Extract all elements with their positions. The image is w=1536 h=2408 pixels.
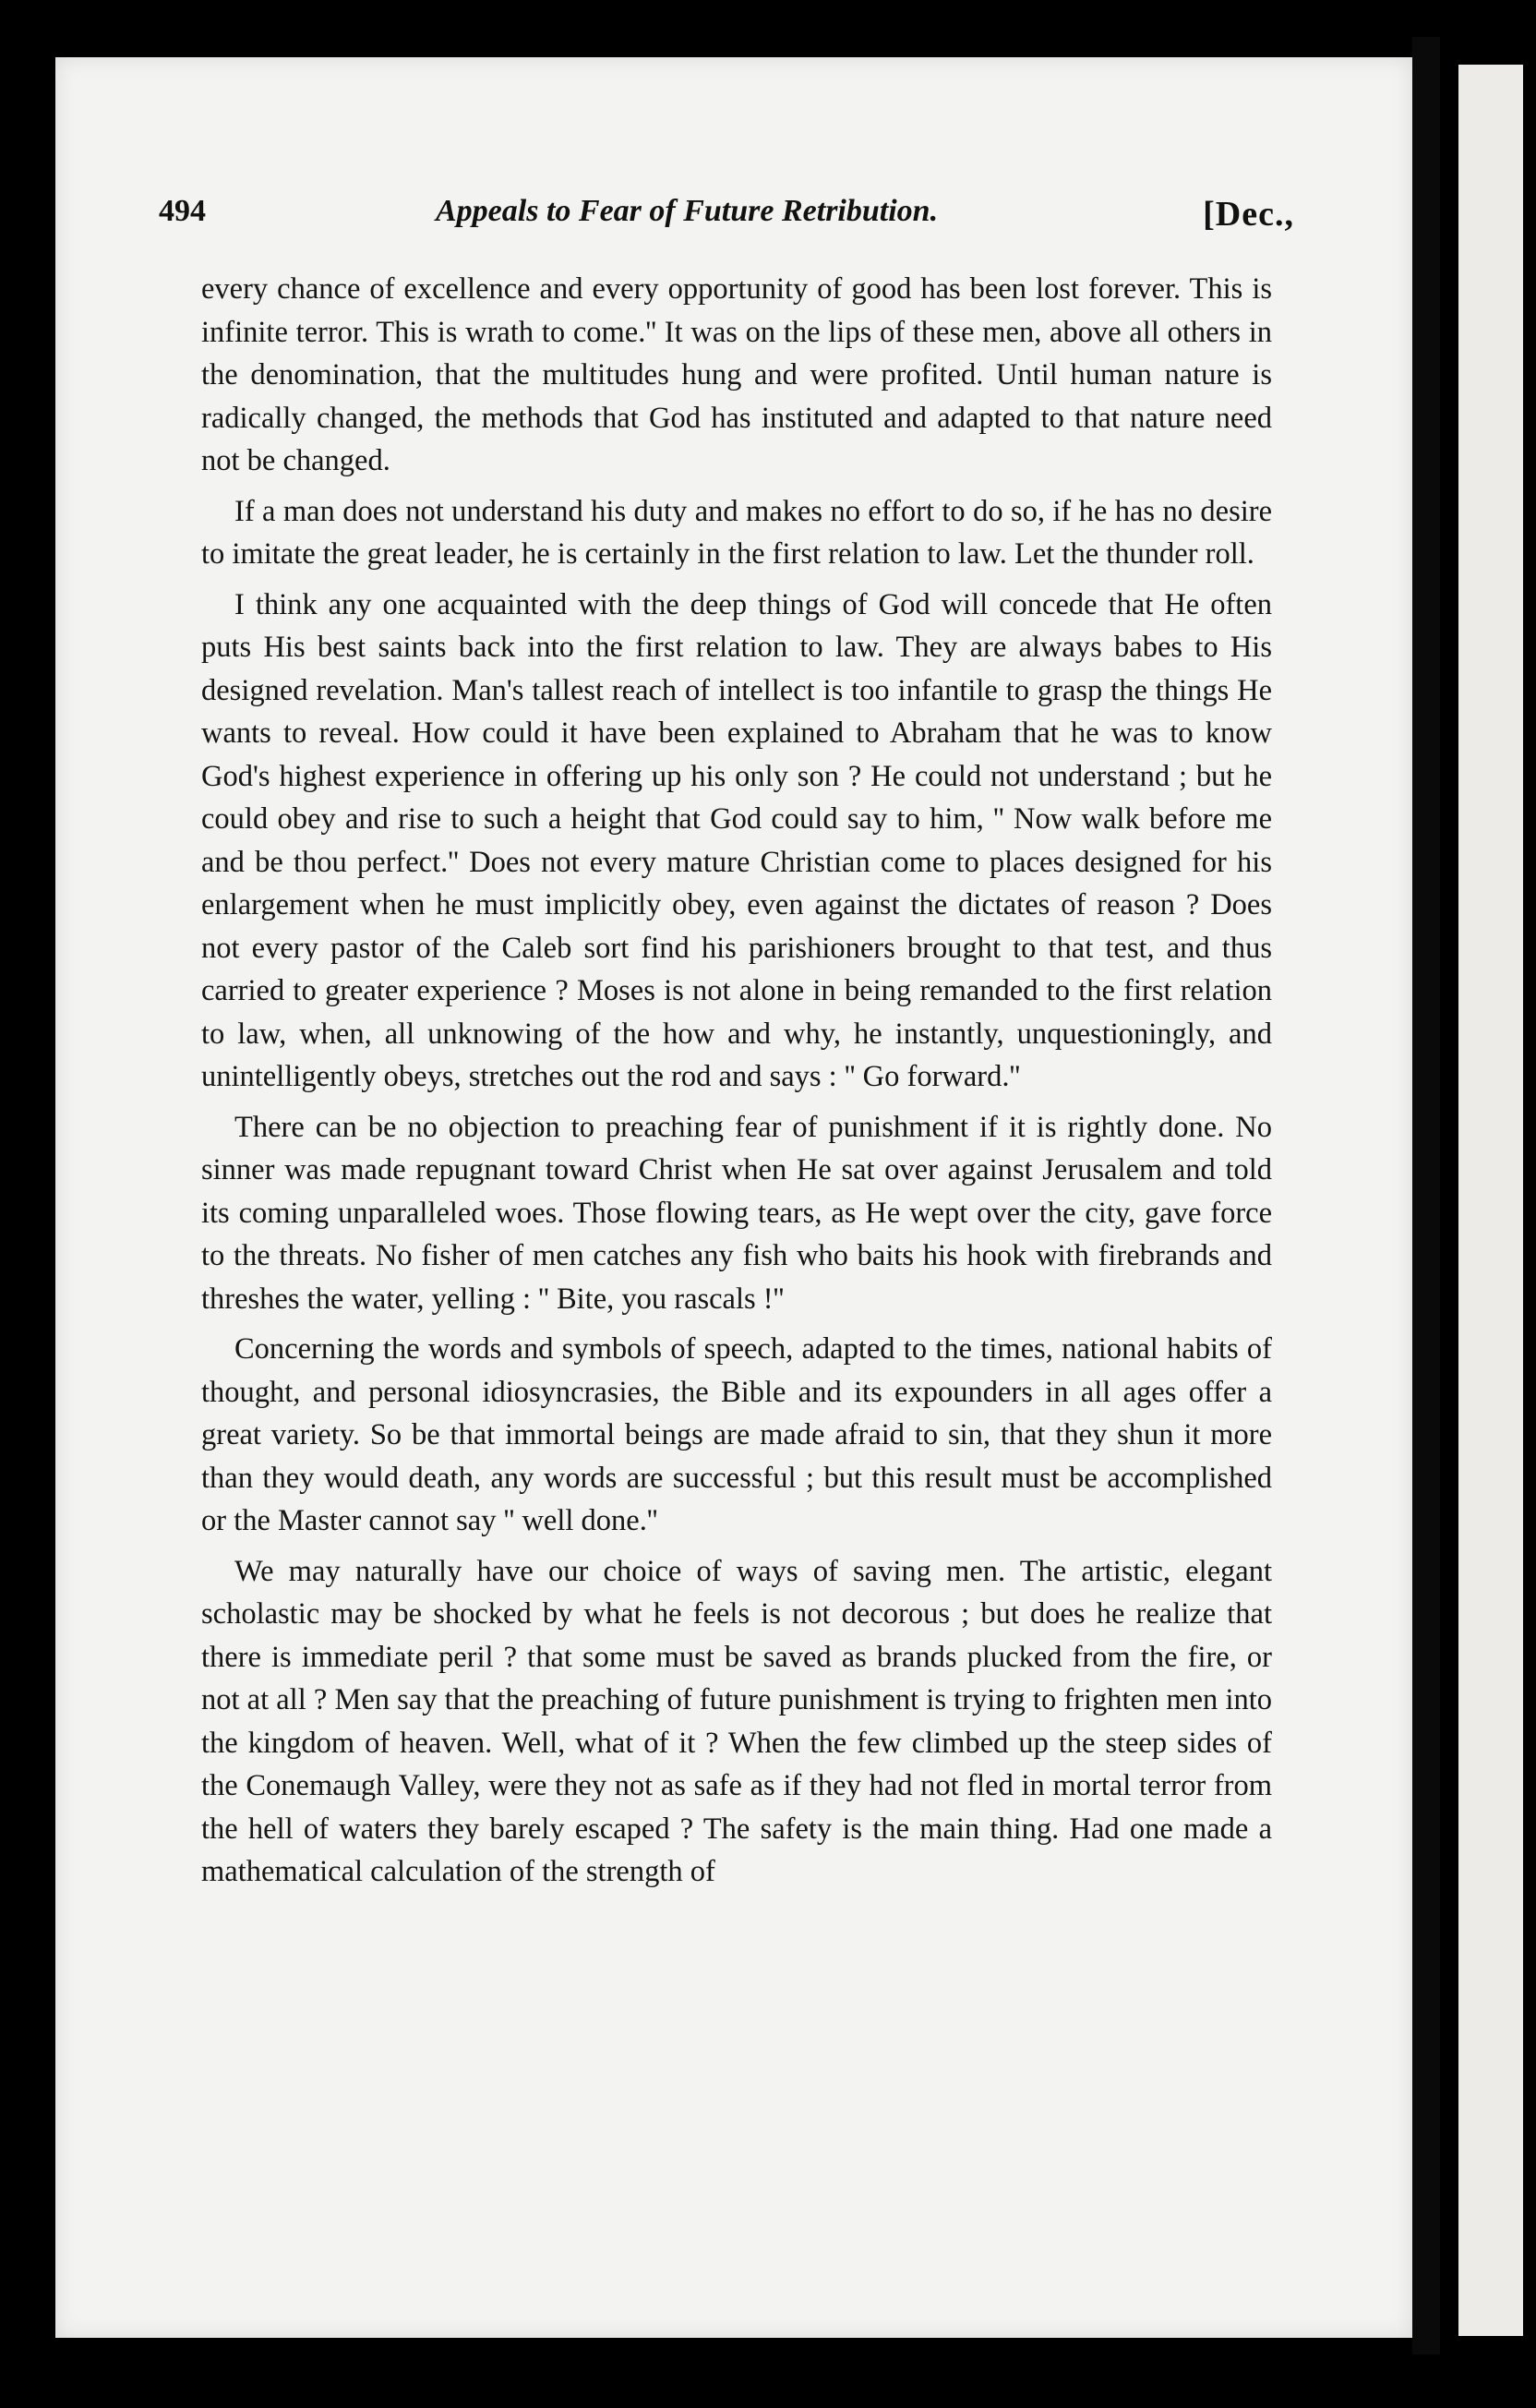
paragraph-1: every chance of excellence and every opportunity of good has been lost forever. This is infinite terror. This is wrath to come.'' It was on the lips of these men, above all others in the denomination, that the multitudes hung and were profited. Until human nature is radically changed, the methods that God has instituted and adapted to that nature need not be changed.: [201, 272, 1272, 477]
body-text: [201, 268, 1272, 1901]
page-number: 494: [159, 194, 206, 228]
running-title: Appeals to Fear of Future Retribution.: [436, 194, 939, 228]
paragraph-2: If a man does not understand his duty and makes no effort to do so, if he has no desire to imitate the great leader, he is certainly in the first relation to law. Let the thunder roll.: [201, 494, 1272, 571]
paragraph-6: We may naturally have our choice of ways of saving men. The artistic, elegant scholastic may be shocked by what he feels is not decorous ; but does he realize that there is immediate peril ? that some must be saved as brands plucked from the fire, or not at all ? Men say that the preaching of future punishment is trying to frighten men into the kingdom of heaven. Well, what of it ? When the few climbed up the steep sides of the Conemaugh Valley, were they not as safe as if they had not fled in mortal terror from the hell of waters they barely escaped ? The safety is the main thing. Had one made a mathematical calculation of the strength of: [201, 1554, 1272, 1888]
paragraph-3: I think any one acquainted with the deep things of God will concede that He often puts His best saints back into the first relation to law. They are always babes to His designed revelation. Man's tallest reach of intellect is too infantile to grasp the things He wants to reveal. How could it have been explained to Abraham that he was to know God's highest experience in offering up his only son ? He could not understand ; but he could obey and rise to such a height that God could say to him, '' Now walk before me and be thou perfect.'' Does not every mature Christian come to places designed for his enlargement when he must implicitly obey, even against the dictates of reason ? Does not every pastor of the Caleb sort find his parishioners brought to that test, and thus carried to greater experience ? Moses is not alone in being remanded to the first relation to law, when, all unknowing of the how and why, he instantly, unquestioningly, and unintelligently obeys, stretches out the rod and says : '' Go forward.'': [201, 587, 1272, 1093]
page-edge-shadow: [1412, 37, 1440, 2354]
paragraph-4: There can be no objection to preaching fear of punishment if it is rightly done. No sinner was made repugnant toward Christ when He sat over against Jerusalem and told its coming unparalleled woes. Those flowing tears, as He wept over the city, gave force to the threats. No fisher of men catches any fish who baits his hook with firebrands and threshes the water, yelling : '' Bite, you rascals !'': [201, 1110, 1272, 1316]
running-date: [Dec.,: [1203, 195, 1294, 234]
running-header: [159, 194, 1294, 249]
paragraph-5: Concerning the words and symbols of speech, adapted to the times, national habits of thought, and personal idiosyncrasies, the Bible and its expounders in all ages offer a great variety. So be that immortal beings are made afraid to sin, that they shun it more than they would death, any words are successful ; but this result must be accomplished or the Master cannot say '' well done.'': [201, 1332, 1272, 1537]
adjacent-page-edge: [1458, 65, 1523, 2336]
